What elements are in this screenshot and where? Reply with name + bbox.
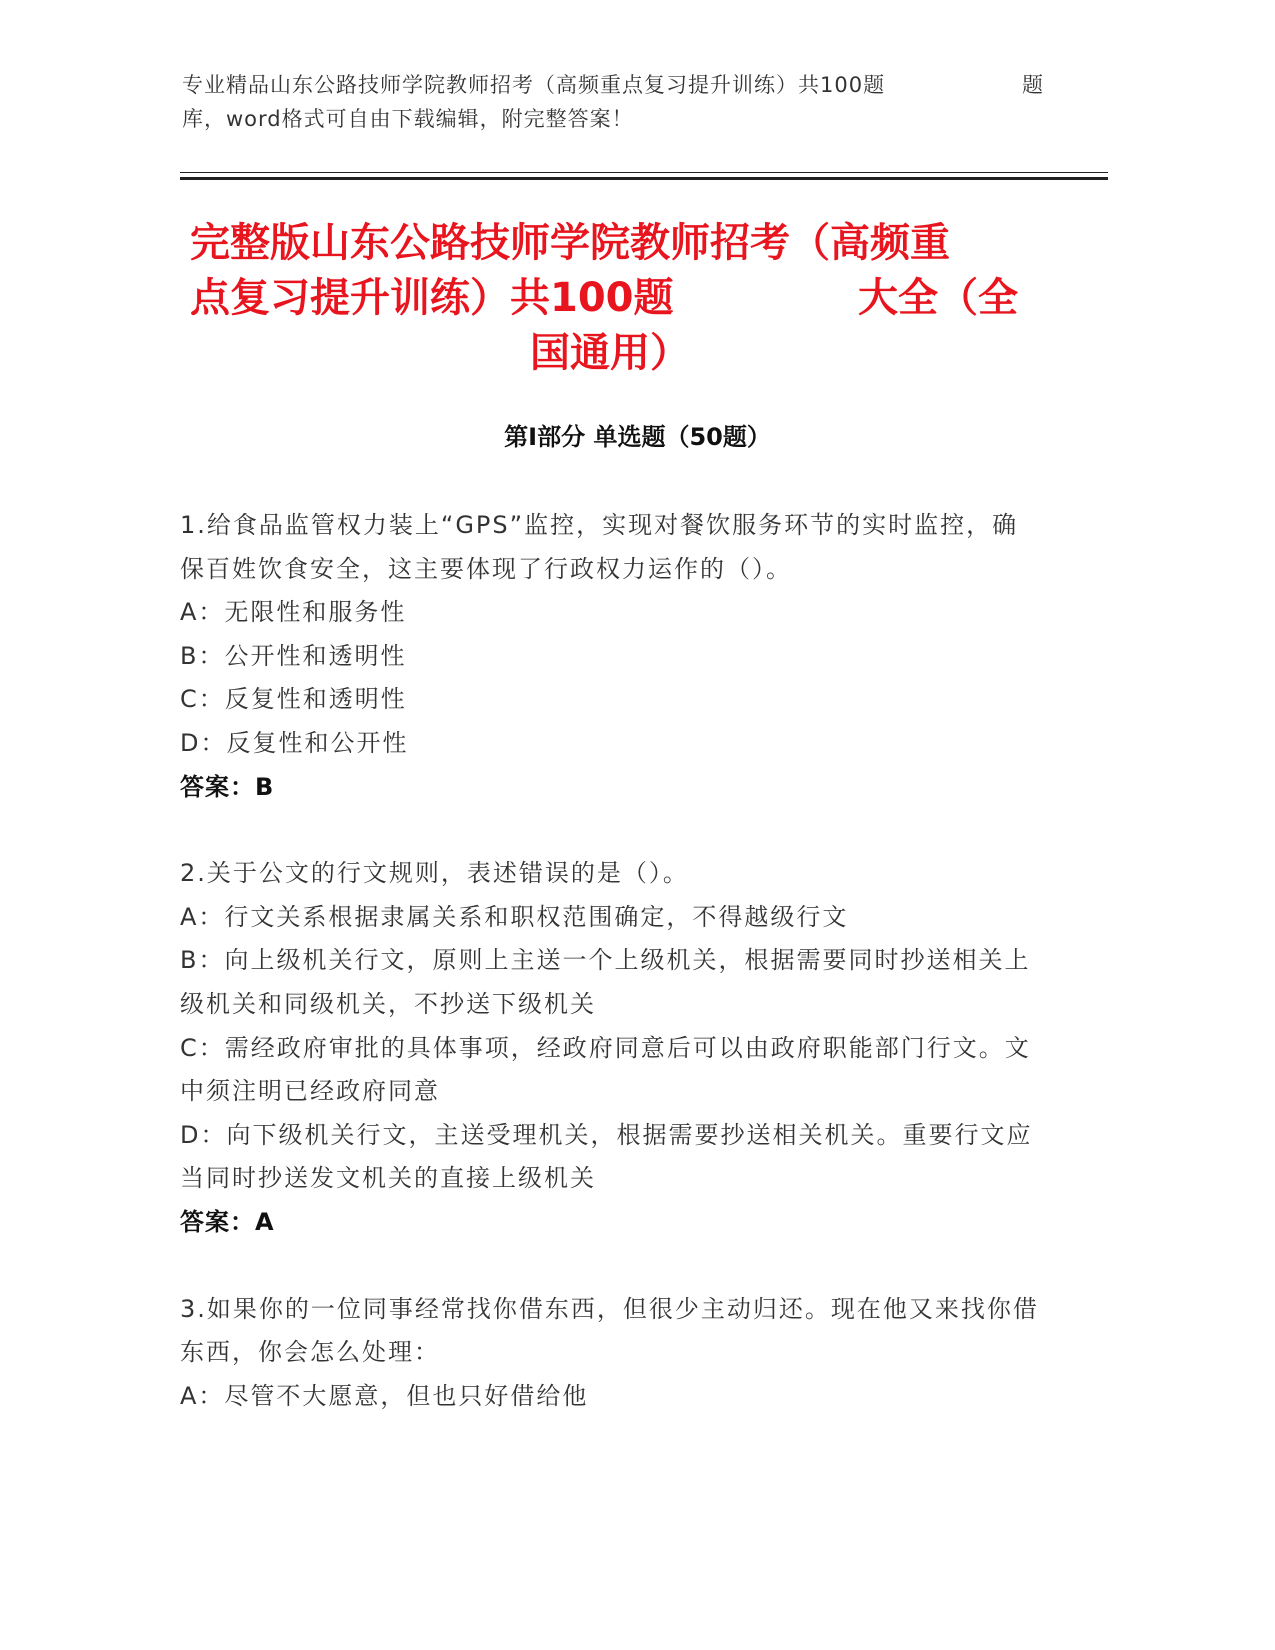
option-a: A：无限性和服务性 bbox=[180, 598, 407, 627]
option-c: C：需经政府审批的具体事项，经政府同意后可以由政府职能部门行文。文中须注明已经政府同意 bbox=[180, 1033, 1031, 1106]
question-text: 1.给食品监管权力装上“GPS”监控，实现对餐饮服务环节的实时监控，确保百姓饮食安全，这主要体现了行政权力运作的（）。 bbox=[180, 511, 1019, 583]
option-b: B：公开性和透明性 bbox=[180, 641, 407, 670]
header-text-1: 专业精品山东公路技师学院教师招考（高频重点复习提升训练）共100题 bbox=[182, 73, 886, 97]
title-line-2-right: 大全（全 bbox=[858, 275, 1018, 321]
question-1 bbox=[180, 504, 1040, 809]
question-2 bbox=[180, 852, 1040, 1244]
title-line-3: 国通用） bbox=[530, 330, 690, 376]
header-line-1 bbox=[182, 68, 1044, 102]
option-b: B：向上级机关行文，原则上主送一个上级机关，根据需要同时抄送相关上级机关和同级机关，不抄送下级机关 bbox=[180, 946, 1031, 1018]
header-line-2: 库，word格式可自由下载编辑，附完整答案！ bbox=[182, 107, 634, 131]
option-c: C：反复性和透明性 bbox=[180, 685, 407, 714]
option-d: D：向下级机关行文，主送受理机关，根据需要抄送相关机关。重要行文应当同时抄送发文机关的直接上级机关 bbox=[180, 1120, 1033, 1193]
page-header bbox=[182, 68, 1044, 136]
question-text: 2.关于公文的行文规则，表述错误的是（）。 bbox=[180, 859, 689, 888]
document-title bbox=[190, 216, 1030, 381]
option-a: A：尽管不大愿意，但也只好借给他 bbox=[180, 1381, 589, 1410]
header-text-1-tail: 题 bbox=[1022, 73, 1044, 97]
option-d: D：反复性和公开性 bbox=[180, 728, 409, 757]
option-a: A：行文关系根据隶属关系和职权范围确定，不得越级行文 bbox=[180, 902, 849, 931]
answer: 答案：B bbox=[180, 772, 275, 801]
question-text: 3.如果你的一位同事经常找你借东西，但很少主动归还。现在他又来找你借东西，你会怎么处理： bbox=[180, 1294, 1039, 1367]
section-heading: 第Ⅰ部分 单选题（50题） bbox=[504, 423, 771, 451]
question-3 bbox=[180, 1288, 1040, 1419]
title-line-2 bbox=[190, 271, 1030, 326]
title-line-1: 完整版山东公路技师学院教师招考（高频重 bbox=[190, 220, 950, 266]
header-divider-thick bbox=[180, 177, 1108, 180]
answer: 答案：A bbox=[180, 1207, 275, 1236]
title-line-2-left: 点复习提升训练）共100题 bbox=[190, 275, 674, 321]
question-list bbox=[180, 504, 1040, 1461]
header-divider-thin bbox=[180, 172, 1108, 173]
